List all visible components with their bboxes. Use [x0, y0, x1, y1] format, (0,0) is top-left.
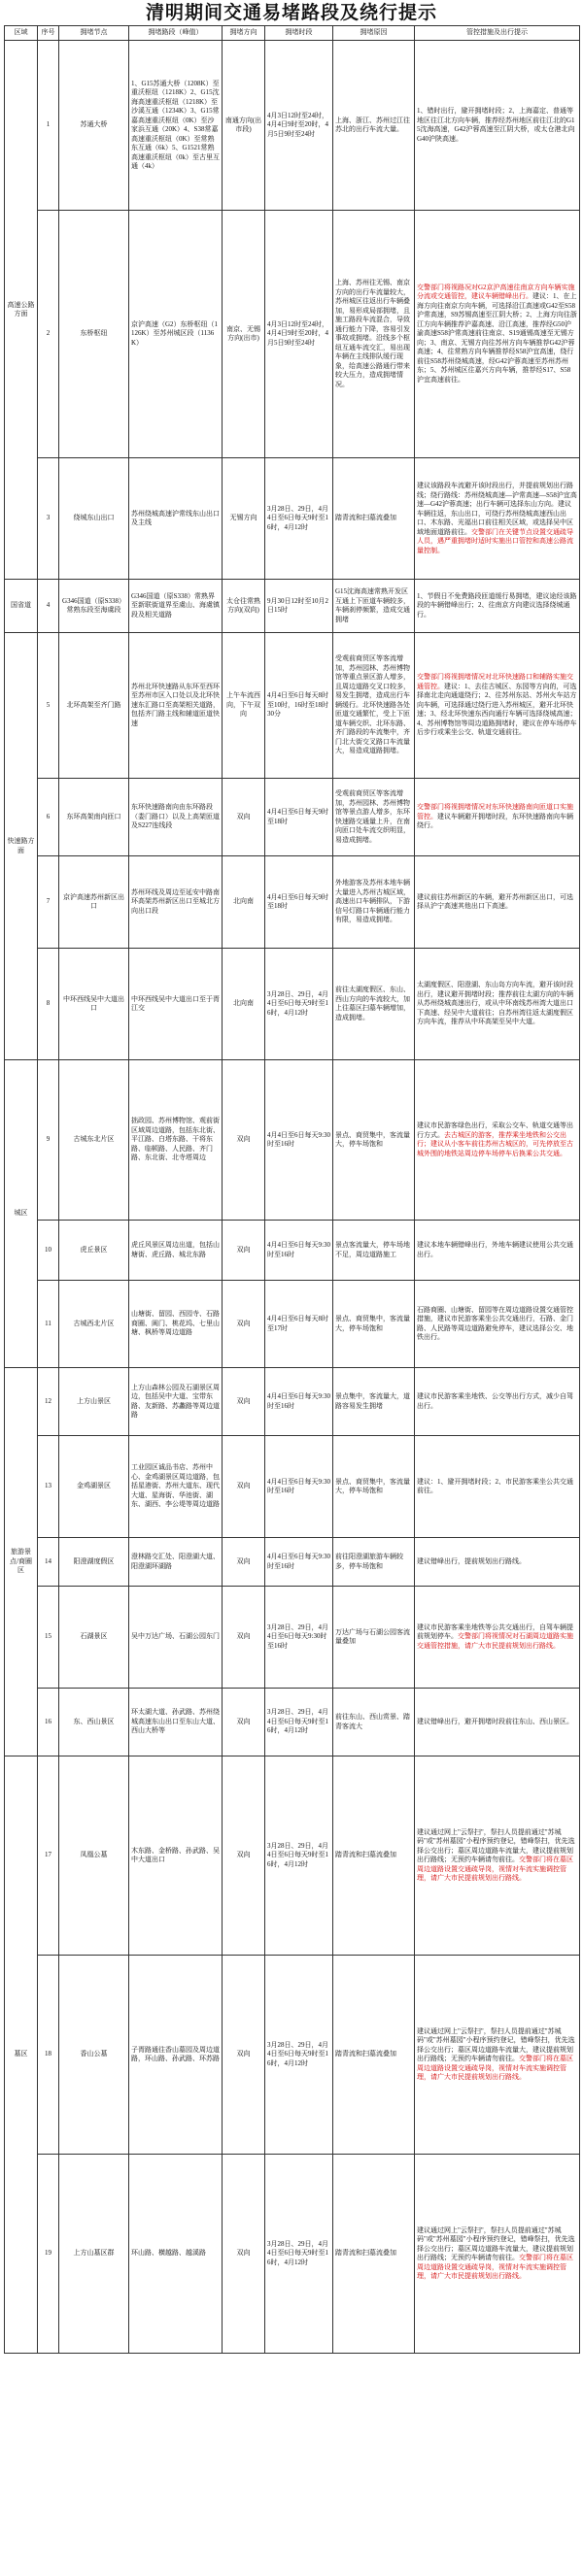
- measure-alert-text: 交警部门将视情况对石湖周边道路实施交通管控措施，请广大市民提前规划出行路线。: [417, 1632, 573, 1650]
- cause-cell: 景点、商贸集中，客流量大，停车场饱和: [333, 1436, 415, 1538]
- header-number: 序号: [38, 26, 59, 41]
- time-cell: 3月28日、29日，4月4日至6日每天9时至16时，4月12时: [265, 2155, 333, 2354]
- table-row: [5, 1587, 580, 1689]
- node-cell: 绕城东山出口: [59, 458, 129, 580]
- row-number: 8: [38, 949, 59, 1060]
- segment-cell: 吴中万达广场、石湖公园东门: [129, 1587, 223, 1689]
- row-number: 4: [38, 580, 59, 633]
- time-cell: 9月30日12时至10月2日15时: [265, 580, 333, 633]
- direction-cell: 双向: [223, 779, 265, 856]
- time-cell: 4月3日12时至24时，4月4日9时至20时，4月5日9时至24时: [265, 41, 333, 211]
- row-number: 13: [38, 1436, 59, 1538]
- node-cell: 香山公墓: [59, 1956, 129, 2155]
- node-cell: 古城西北片区: [59, 1281, 129, 1368]
- region-cell-national: 国省道: [5, 580, 38, 633]
- measure-text: 建议本地车辆错峰出行，外地车辆建议使用公共交通出行。: [417, 1241, 573, 1258]
- region-cell-garden: 墓区: [5, 1756, 38, 2354]
- segment-cell: 虎丘风景区周边出道，包括山塘街、虎丘路、城北东路: [129, 1221, 223, 1281]
- cause-cell: 上海、浙江、苏州过江往苏北的出行车流大量。: [333, 41, 415, 211]
- segment-cell: 环山路、横越路、越溪路: [129, 2155, 223, 2354]
- row-number: 18: [38, 1956, 59, 2155]
- table-row: [5, 1281, 580, 1368]
- table-row: [5, 633, 580, 779]
- table-row: [5, 1368, 580, 1436]
- segment-cell: 东环快速路南向由东环路段（娄门路口）以及上高架匝道及S227连线段: [129, 779, 223, 856]
- node-cell: 上方山墓区群: [59, 2155, 129, 2354]
- node-cell: G346国道（原S338）常熟东段至海虞段: [59, 580, 129, 633]
- direction-cell: 双向: [223, 1436, 265, 1538]
- measure-text: 建议：1、在上海方向往南京方向车辆，可选择沿江高速或G42至S58沪常高速，S9苏锡高速至江阴大桥；2、上海方向往浙江方向车辆推荐沪嘉高速、沿江高速，推荐经G50沪渝高速S58沪常高速前往南京、S19通锡高速至无锡方向；3、南京、无锡方向往苏州方向车辆推荐G42沪蓉高速；4、往常熟方向车辆推荐经S58沪宜高速，绕行前往S58苏州绕城高速，经G42沪蓉高速至苏州苏州东；5、苏州城区往嘉兴方向车辆，推荐经S17、S58沪宜高速前往。: [417, 292, 577, 384]
- direction-cell: 双向: [223, 1538, 265, 1587]
- direction-cell: 双向: [223, 1368, 265, 1436]
- direction-cell: 双向: [223, 1756, 265, 1956]
- time-cell: 4月4日至6日每天8时至17时: [265, 1281, 333, 1368]
- node-cell: 金鸡湖景区: [59, 1436, 129, 1538]
- region-cell-urban: 城区: [5, 1060, 38, 1368]
- cause-cell: 受观前商贸区等客流增加，苏州园林、苏州博物馆等重点景区游人增多，且周边道路交叉口较多，易发生拥堵，造成出行车辆缓行。北环快速路各处匝道交通繁忙，受上下匝道车辆交织、北环东路、齐门路段的车流集中，齐门北大街交叉路口车流量大，易造成道路拥堵。: [333, 633, 415, 779]
- time-cell: 3月28日、29日，4月4日至6日每天9时至16时，4月12时: [265, 949, 333, 1060]
- measure-cell: [415, 1756, 580, 1956]
- cause-cell: 景点、商贸集中，客流量大，停车场饱和: [333, 1060, 415, 1221]
- measure-cell: [415, 1956, 580, 2155]
- measure-text: 建议车辆避开拥堵时段，东环快速路南向车辆绕行。: [417, 812, 573, 830]
- segment-cell: 1、G15苏通大桥（1208K）至重沃枢纽（1218K）2、G15沈海高速重沃枢纽（1218K）至沙溪互通（1234K）3、G15常嘉高速重沃枢纽（0K）至沙家浜互通（20K）4、S38常嘉高速重沃枢纽（0K）至常熟东互通（6k）5、G1521常熟高速重沃枢纽（0k）至古里互通（4k）: [129, 41, 223, 211]
- measure-text: 建议：1、去往古城区、东园等方向的，可选择南北走向通道绕行；2、往苏州东站、苏州火车站方向车辆，可选择通过绕行进入苏州城区，避开北环快速；3、经北环快速东西向通行车辆可选择绕城高速；4、苏州博物馆等周边道路拥堵时，建议在停车场停车后步行或乘坐公交、轨道交通前往。: [417, 682, 577, 737]
- table-row: [5, 1436, 580, 1538]
- measure-cell: [415, 1436, 580, 1538]
- measure-cell: [415, 458, 580, 580]
- measure-alert-text: 交警部门在关键节点设置交通疏导人员，遇严重拥堵时适时实施出口管控和高速公路流量控制。: [417, 527, 573, 554]
- measure-text: 建议：1、避开拥堵时段；2、市民游客乘坐公共交通前往。: [417, 1477, 573, 1494]
- table-row: [5, 856, 580, 949]
- measure-alert-text: 交警部门将在墓区周边道路设置交通疏导岗，视情对车流实施调控管理，请广大市民提前规划出行路线。: [417, 2055, 573, 2081]
- cause-cell: 前往阳澄湖旅游车辆较多，停车场饱和: [333, 1538, 415, 1587]
- time-cell: 4月4日至6日每天9:30时至16时: [265, 1060, 333, 1221]
- row-number: 9: [38, 1060, 59, 1221]
- node-cell: 东环高架南向匝口: [59, 779, 129, 856]
- measure-text: 建议通过网上"云祭扫"，祭扫人员提前通过"苏城码"或"苏州墓园"小程序预约登记，错峰祭扫，优先选择公交出行；墓区周边道路车流量大，建议提前规划出行路线；无预约车辆请勿前往。: [417, 2026, 575, 2062]
- measure-text: 石路商圈、山塘街、留园等在周边道路设置交通管控措施，建议市民游客乘坐公共交通出行，石路、金门路、人民路等周边道路避免停车，建议选择公交、地铁出行。: [417, 1305, 573, 1341]
- measure-text: 建议通过网上"云祭扫"，祭扫人员提前通过"苏城码"或"苏州墓园"小程序预约登记，错峰祭扫，优先选择公交出行；墓区周边道路车流量大，建议提前规划出行路线；无预约车辆请勿前往。: [417, 1827, 575, 1863]
- direction-cell: 双向: [223, 2155, 265, 2354]
- measure-cell: [415, 2155, 580, 2354]
- measure-cell: [415, 580, 580, 633]
- table-row: [5, 1756, 580, 1956]
- table-row: [5, 1221, 580, 1281]
- segment-cell: 苏州绕城高速沪常线东山出口及主线: [129, 458, 223, 580]
- time-cell: 4月3日12时至24时，4月4日9时至20时，4月5日9时至24时: [265, 211, 333, 458]
- cause-cell: G15沈海高速常熟开发区互通上下匝道车辆较多，车辆刹停频繁，造成交通拥堵: [333, 580, 415, 633]
- node-cell: 石湖景区: [59, 1587, 129, 1689]
- table-row: [5, 580, 580, 633]
- node-cell: 苏通大桥: [59, 41, 129, 211]
- cause-cell: 踏青流和扫墓流叠加: [333, 1756, 415, 1956]
- direction-cell: 双向: [223, 1587, 265, 1689]
- row-number: 11: [38, 1281, 59, 1368]
- row-number: 3: [38, 458, 59, 580]
- header-direction: 拥堵方向: [223, 26, 265, 41]
- measure-alert-text: 交警部门将视拥堵情况对北环快速路口和辅路实施交通管控。: [417, 673, 573, 690]
- time-cell: 3月28日、29日，4月4日至6日每天9时至16时，4月12时: [265, 1689, 333, 1756]
- node-cell: 古城东北片区: [59, 1060, 129, 1221]
- time-cell: 4月4日至6日每天9时至18时: [265, 856, 333, 949]
- time-cell: 3月28日、29日，4月4日至6日每天9时至16时，4月12时: [265, 1956, 333, 2155]
- measure-text: 建议通过网上"云祭扫"，祭扫人员提前通过"苏城码"或"苏州墓园"小程序预约登记，错峰祭扫，优先选择公交出行；墓区周边道路车流量大，建议提前规划出行路线；无预约车辆请勿前往。: [417, 2225, 575, 2261]
- header-measure: 管控措施及出行提示: [415, 26, 580, 41]
- header-time: 拥堵时段: [265, 26, 333, 41]
- header-region: 区域: [5, 26, 38, 41]
- time-cell: 4月4日至6日每天8时至10时，16时至18时30分: [265, 633, 333, 779]
- measure-cell: [415, 1538, 580, 1587]
- measure-text: 建议市民游客乘坐地铁等公共交通出行，自驾车辆提前规划停车。: [417, 1623, 573, 1641]
- measure-cell: [415, 1221, 580, 1281]
- measure-cell: [415, 1060, 580, 1221]
- row-number: 6: [38, 779, 59, 856]
- cause-cell: 景点客流量大，停车场地不足，周边道路施工: [333, 1221, 415, 1281]
- measure-alert-text: 交警部门将视拥堵情况对东环快速路南向匝道口实施管控。: [417, 803, 573, 820]
- header-segment: 拥堵路段（峰值）: [129, 26, 223, 41]
- direction-cell: 太仓往常熟方向(双向): [223, 580, 265, 633]
- time-cell: 3月28日、29日，4月4日至6日每天9:30时至16时: [265, 1587, 333, 1689]
- cause-cell: 踏青流和扫墓流叠加: [333, 1956, 415, 2155]
- node-cell: 北环高架至齐门路: [59, 633, 129, 779]
- table-row: [5, 1956, 580, 2155]
- measure-cell: [415, 779, 580, 856]
- direction-cell: 北向南: [223, 856, 265, 949]
- time-cell: 4月4日至6日每天9:30时至16时: [265, 1538, 333, 1587]
- measure-text: 建议市民游客乘坐地铁、公交等出行方式，减少自驾出行。: [417, 1392, 573, 1410]
- direction-cell: 双向: [223, 1221, 265, 1281]
- measure-text: 1、错时出行，避开拥堵时段；2、上海嘉定、普通等地区往江北方向车辆，推荐经苏州地区前往江北的G15沈海高速，G42沪蓉高速至江阴大桥，或太仓港北向G40沪陕高速。: [417, 107, 575, 143]
- measure-cell: [415, 856, 580, 949]
- measure-cell: [415, 211, 580, 458]
- measure-cell: [415, 41, 580, 211]
- segment-cell: 苏州环线及周边至延安中路南环高架苏州新区出口至城北方向出口段: [129, 856, 223, 949]
- node-cell: 中环西线吴中大道出口: [59, 949, 129, 1060]
- segment-cell: 山塘街、留园、西园寺、石路商圈、阊门、桃花坞、七里山塘、枫桥等周边道路: [129, 1281, 223, 1368]
- row-number: 19: [38, 2155, 59, 2354]
- cause-cell: 踏青流和扫墓流叠加: [333, 458, 415, 580]
- cause-cell: 前往太湖度假区、东山、西山方向的车流较大，加上往墓区扫墓车辆增加，造成拥堵。: [333, 949, 415, 1060]
- measure-text: 建议前往苏州新区的车辆，避开苏州新区出口，可选择从沪宁高速其他出口下高速。: [417, 892, 573, 910]
- direction-cell: 双向: [223, 1060, 265, 1221]
- measure-alert-text: 交警部门将在墓区周边道路设置交通疏导岗，视情对车流实施调控管理，请广大市民提前规划出行路线。: [417, 1856, 573, 1882]
- cause-cell: 外地游客及苏州本地车辆大量进入苏州古城区域，高速出口车辆排队，下游信号灯路口车辆通行能力有限，易造成拥堵。: [333, 856, 415, 949]
- table-row: [5, 1689, 580, 1756]
- cause-cell: 上海、苏州往无锡、南京方向的出行车流量较大，苏州城区往返出行车辆叠加，易形成局部拥堵，且施工路段车流混合，导致通行能力下降，容易引发事故或拥堵。沿线多个枢纽互通车流交汇，易出现车辆在主线排队缓行现象，给高速公路通行带来较大压力，造成拥堵情况。: [333, 211, 415, 458]
- table-row: [5, 2155, 580, 2354]
- time-cell: 4月4日至6日每天9:30时至16时: [265, 1436, 333, 1538]
- measure-cell: [415, 949, 580, 1060]
- table-row: [5, 779, 580, 856]
- table-row: [5, 211, 580, 458]
- traffic-table: [4, 25, 580, 2354]
- header-cause: 拥堵原因: [333, 26, 415, 41]
- row-number: 1: [38, 41, 59, 211]
- direction-cell: 双向: [223, 1281, 265, 1368]
- time-cell: 3月28日、29日，4月4日至6日每天9时至16时，4月12时: [265, 1756, 333, 1956]
- row-number: 12: [38, 1368, 59, 1436]
- direction-cell: 无锡方向: [223, 458, 265, 580]
- table-row: [5, 41, 580, 211]
- row-number: 7: [38, 856, 59, 949]
- measure-text: 建议市民游客绿色出行，采取公交车、轨道交通等出行方式。: [417, 1121, 573, 1139]
- segment-cell: 工业园区诚品书店、苏州中心、金鸡湖景区周边道路，包括星港街、苏州大道东、现代大道、星海街、华池街、湖东、湖西、李公堤等周边道路: [129, 1436, 223, 1538]
- measure-cell: [415, 1281, 580, 1368]
- cause-cell: 前往东山、西山赏景、踏青客流大: [333, 1689, 415, 1756]
- measure-alert-text: 交警部门将视路况对G2京沪高速往南京方向车辆实施分流或交通管控，建议车辆错峰出行。: [417, 283, 575, 301]
- row-number: 5: [38, 633, 59, 779]
- page-title: 清明期间交通易堵路段及绕行提示: [145, 3, 437, 23]
- measure-cell: [415, 1368, 580, 1436]
- node-cell: 东、西山景区: [59, 1689, 129, 1756]
- node-cell: 京沪高速苏州新区出口: [59, 856, 129, 949]
- measure-cell: [415, 1587, 580, 1689]
- time-cell: 3月28日、29日，4月4日至6日每天9时至16时，4月12时: [265, 458, 333, 580]
- segment-cell: 澄林路交汇处、阳澄湖大道、阳澄湖环湖路: [129, 1538, 223, 1587]
- row-number: 14: [38, 1538, 59, 1587]
- direction-cell: 南通方向(出市段): [223, 41, 265, 211]
- cause-cell: 万达广场与石湖公园客流量叠加: [333, 1587, 415, 1689]
- time-cell: 4月4日至6日每天9时至18时: [265, 779, 333, 856]
- segment-cell: 上方山森林公园及石湖景区周边，包括吴中大道、宝带东路、友新路、苏蠡路等周边道路: [129, 1368, 223, 1436]
- node-cell: 东桥枢纽: [59, 211, 129, 458]
- segment-cell: 拙政园、苏州博物馆、观前街区域周边道路，包括东北街、平江路、白塔东路、干将东路、临顿路、人民路、齐门路、东北街、北寺塔周边: [129, 1060, 223, 1221]
- row-number: 16: [38, 1689, 59, 1756]
- table-row: [5, 949, 580, 1060]
- segment-cell: 环太湖大道、孙武路、苏州绕城高速东山出口至东山大道、西山大桥等: [129, 1689, 223, 1756]
- direction-cell: 北向南: [223, 949, 265, 1060]
- header-row: [5, 26, 580, 41]
- measure-cell: [415, 1689, 580, 1756]
- direction-cell: 双向: [223, 1956, 265, 2155]
- measure-text: 建议该路段车流避开该时段出行，并提前规划出行路线；绕行路线：苏州绕城高速—沪常高速—S58沪宜高速—G42沪蓉高速；出行车辆可选择东山方向。建议车辆往返，东山出口，可绕行苏州绕城高速西山出口、木东路、光福出口前往相关区域，或选择吴中区域地面道路前往。: [417, 482, 577, 536]
- measure-text: 1、节假日不免费路段匝道缓行易拥堵，建议途经该路段的车辆错峰出行；2、往南京方向建议选择绕城通行。: [417, 591, 577, 619]
- node-cell: 阳澄湖度假区: [59, 1538, 129, 1587]
- region-cell-highway: 高速公路方面: [5, 41, 38, 580]
- table-row: [5, 1060, 580, 1221]
- measure-cell: [415, 633, 580, 779]
- node-cell: 虎丘景区: [59, 1221, 129, 1281]
- cause-cell: 景点集中，客流量大，道路容易发生拥堵: [333, 1368, 415, 1436]
- node-cell: 上方山景区: [59, 1368, 129, 1436]
- segment-cell: 子胥路通往香山墓园及周边道路，环山路、孙武路、环苏路: [129, 1956, 223, 2155]
- region-cell-expressway: 快速路方面: [5, 633, 38, 1060]
- time-cell: 4月4日至6日每天9:30时至16时: [265, 1221, 333, 1281]
- region-cell-scenic: 旅游景点/商圈区: [5, 1368, 38, 1756]
- table-row: [5, 1538, 580, 1587]
- row-number: 17: [38, 1756, 59, 1956]
- segment-cell: 中环西线吴中大道出口至于胥江交: [129, 949, 223, 1060]
- node-cell: 凤凰公墓: [59, 1756, 129, 1956]
- segment-cell: G346国道（原S338）常熟界至新联街道界至虞山、海虞镇段及相关道路: [129, 580, 223, 633]
- measure-text: 建议错峰出行，避开拥堵时段前往东山、西山景区。: [417, 1717, 573, 1725]
- measure-text: 建议错峰出行，提前规划出行路线。: [417, 1556, 526, 1565]
- direction-cell: 上午车流西向，下午双向: [223, 633, 265, 779]
- cause-cell: 景点、商贸集中，客流量大，停车场饱和: [333, 1281, 415, 1368]
- measure-alert-text: 交警部门将在墓区周边道路设置交通疏导岗，视情对车流实施调控管理，请广大市民提前规划出行路线。: [417, 2254, 573, 2280]
- cause-cell: 受观前商贸区等客流增加，苏州园林、苏州博物馆等景点游人增多，东环快速路交通量上升，在南向匝口处车流交织明显，易造成拥堵。: [333, 779, 415, 856]
- segment-cell: 木东路、金桥路、孙武路、吴中大道出口: [129, 1756, 223, 1956]
- header-node: 拥堵节点: [59, 26, 129, 41]
- time-cell: 4月4日至6日每天9:30时至16时: [265, 1368, 333, 1436]
- row-number: 2: [38, 211, 59, 458]
- cause-cell: 踏青流和扫墓流叠加: [333, 2155, 415, 2354]
- measure-text: 太湖度假区、阳澄湖、东山岛方向车流，避开该时段出行，建议避开拥堵时段；推荐前往太湖方向的车辆从苏州绕城高速出行，或从中环南线苏州湾大道出口下高速、经吴中大道前往；自苏州湾往返太湖度假区方向车流，推荐从中环高架至吴中大道。: [417, 981, 573, 1026]
- segment-cell: 京沪高速（G2）东桥枢纽（1126K）至苏州城区段（1136K）: [129, 211, 223, 458]
- segment-cell: 苏州北环快速路从东环至西环至苏州市区入口处以及北环快速东汇路口至高架相关道路，包括齐门路主线和辅道匝道快速: [129, 633, 223, 779]
- row-number: 10: [38, 1221, 59, 1281]
- row-number: 15: [38, 1587, 59, 1689]
- direction-cell: 双向: [223, 1689, 265, 1756]
- table-row: [5, 458, 580, 580]
- measure-alert-text: 去古城区的游客，推荐乘坐地铁和公交出行；建议从小客车前往苏州古城区的，可先停放至古城外围的地铁站周边停车场停车后换乘公共交通。: [417, 1130, 573, 1157]
- direction-cell: 南京、无锡方向(出市): [223, 211, 265, 458]
